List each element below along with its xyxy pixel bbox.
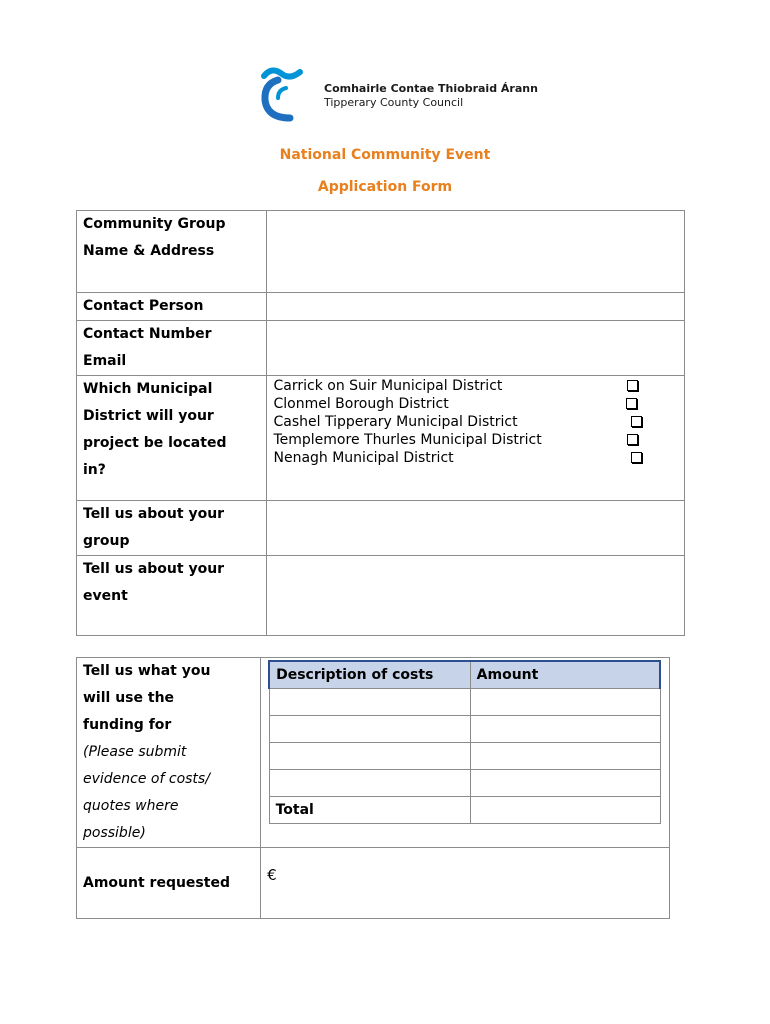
list-item (273, 449, 678, 467)
funding-note: (Please submit (83, 744, 187, 760)
total-amount-field[interactable] (470, 796, 660, 823)
list-item (273, 377, 678, 395)
district-option-label: Clonmel Borough District (273, 396, 449, 412)
group-name-label: Community Group Name & Address (77, 211, 267, 293)
district-option-label: Templemore Thurles Municipal District (273, 432, 542, 448)
funding-label: Tell us what you will use the funding for (Please submit evidence of costs/ quotes where possible) (77, 658, 261, 848)
costs-header-row (269, 661, 660, 688)
table-row (77, 321, 685, 376)
form-subtitle: Application Form (317, 179, 453, 195)
costs-cell (261, 658, 670, 848)
district-option-label: Cashel Tipperary Municipal District (273, 414, 518, 430)
list-item (273, 431, 678, 449)
contact-number-label: Contact Number (83, 326, 212, 342)
cost-amount-field[interactable] (470, 742, 660, 769)
costs-table (268, 660, 661, 824)
table-row (77, 501, 685, 556)
list-item (273, 413, 678, 431)
funding-note: quotes where (83, 798, 179, 814)
council-logo-icon (258, 66, 320, 126)
cost-description-field[interactable] (269, 742, 470, 769)
table-row (77, 376, 685, 501)
about-group-label: Tell us about your group (77, 501, 267, 556)
table-row (77, 848, 670, 919)
table-row (77, 211, 685, 293)
contact-person-field[interactable] (267, 293, 685, 321)
table-row (269, 769, 660, 796)
district-options (267, 376, 685, 501)
about-group-field[interactable] (267, 501, 685, 556)
cost-description-field[interactable] (269, 715, 470, 742)
cost-amount-field[interactable] (470, 769, 660, 796)
cost-description-field[interactable] (269, 769, 470, 796)
contact-number-email-label (77, 321, 267, 376)
district-option-label: Carrick on Suir Municipal District (273, 378, 503, 394)
amount-requested-field[interactable] (261, 848, 670, 919)
total-label: Total (269, 796, 470, 823)
district-checkbox[interactable] (627, 380, 638, 391)
council-logo (258, 66, 578, 126)
org-name-irish: Comhairle Contae Thiobraid Árann (324, 82, 538, 95)
about-event-label: Tell us about your event (77, 556, 267, 636)
table-row (269, 715, 660, 742)
district-label: Which Municipal District will your project be located in? (77, 376, 267, 501)
table-row (77, 293, 685, 321)
district-option-label: Nenagh Municipal District (273, 450, 454, 466)
table-row (77, 658, 670, 848)
district-checkbox[interactable] (626, 398, 637, 409)
cost-description-field[interactable] (269, 688, 470, 715)
district-checkbox[interactable] (631, 416, 642, 427)
funding-note: possible) (83, 825, 146, 841)
total-row (269, 796, 660, 823)
group-name-field[interactable] (267, 211, 685, 293)
funding-note: evidence of costs/ (83, 771, 210, 787)
cost-amount-field[interactable] (470, 715, 660, 742)
table-row (269, 688, 660, 715)
contact-number-email-field[interactable] (267, 321, 685, 376)
applicant-details-table (76, 210, 685, 636)
euro-symbol: € (267, 866, 277, 884)
about-event-field[interactable] (267, 556, 685, 636)
org-name-english: Tipperary County Council (324, 96, 464, 109)
list-item (273, 395, 678, 413)
description-column-header: Description of costs (269, 661, 470, 688)
amount-requested-label: Amount requested (77, 848, 261, 919)
amount-column-header: Amount (470, 661, 660, 688)
cost-amount-field[interactable] (470, 688, 660, 715)
contact-person-label: Contact Person (77, 293, 267, 321)
email-label: Email (83, 353, 127, 369)
table-row (269, 742, 660, 769)
form-title: National Community Event (279, 147, 491, 163)
district-checkbox[interactable] (627, 434, 638, 445)
table-row (77, 556, 685, 636)
funding-table (76, 657, 670, 919)
district-checkbox[interactable] (631, 452, 642, 463)
